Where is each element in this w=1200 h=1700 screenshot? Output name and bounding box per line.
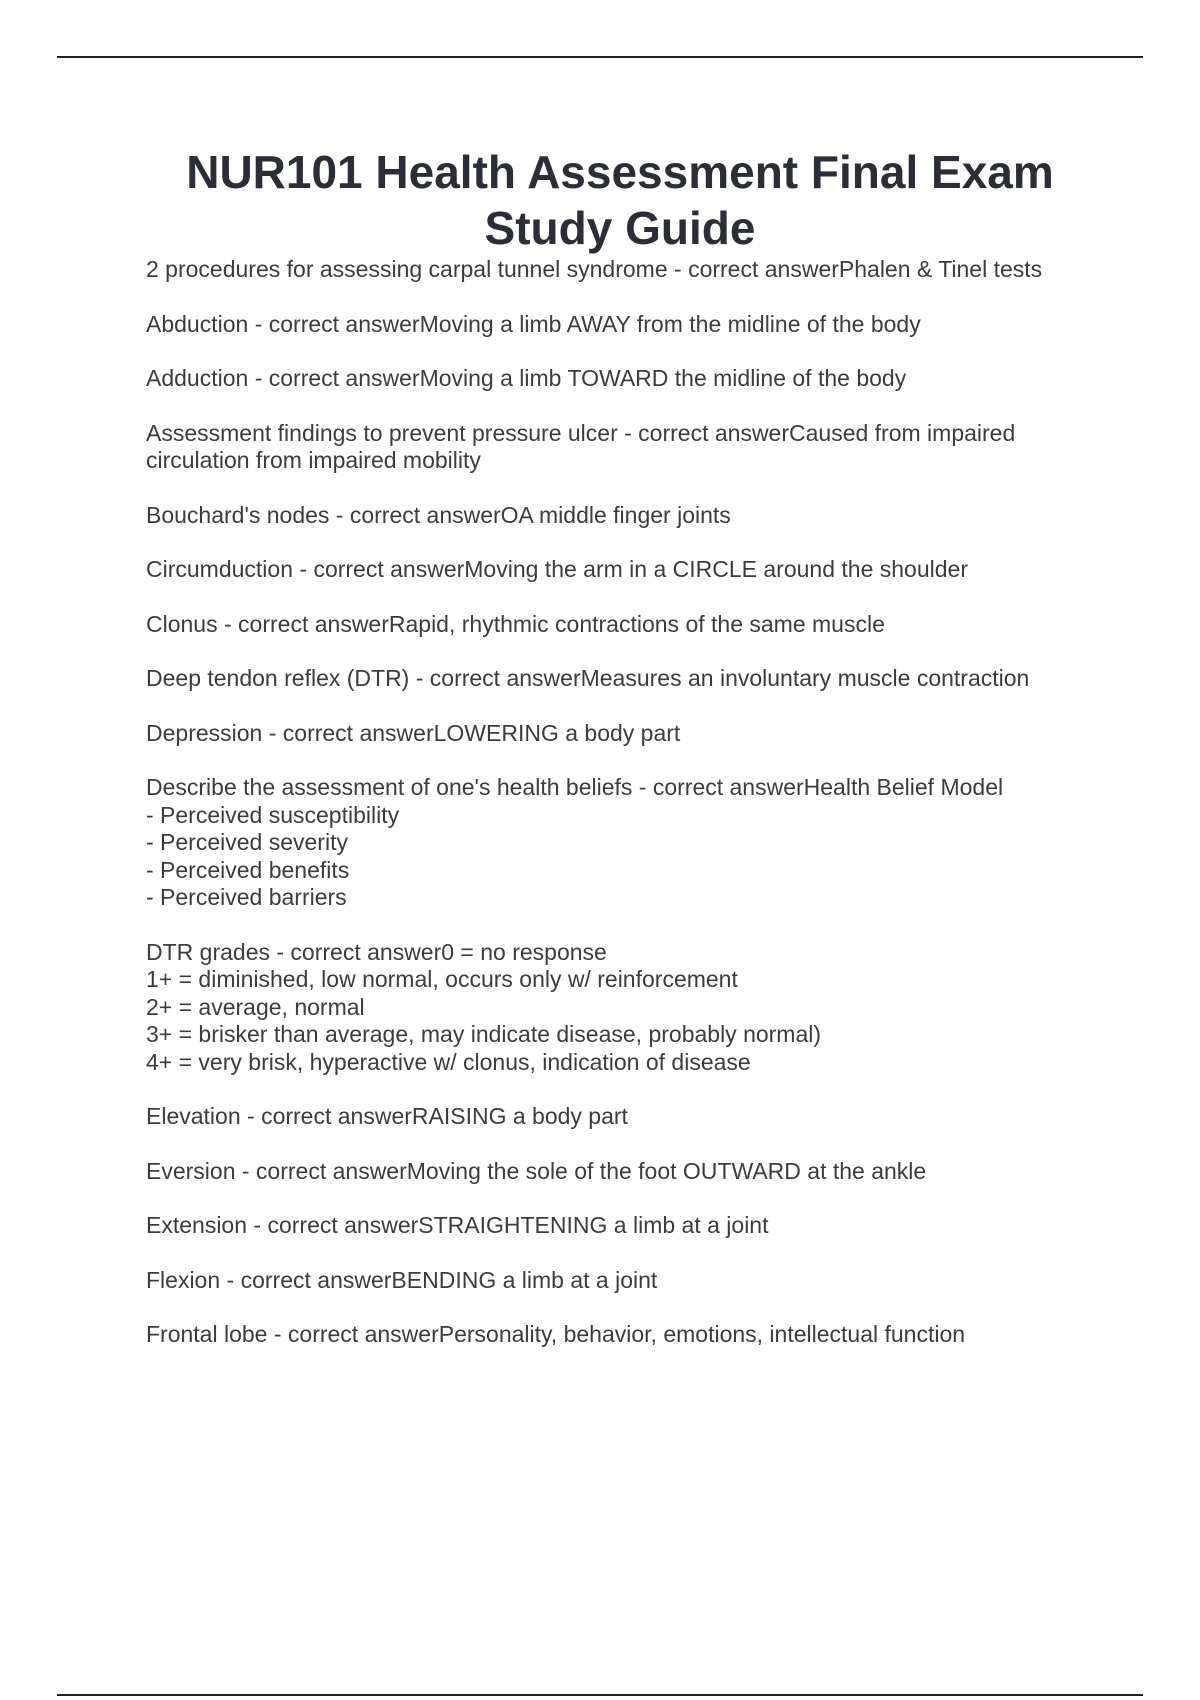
entry-separator: - correct answer [267,1321,439,1347]
entry-first-line [146,939,1091,967]
entry-first-line [146,1103,1091,1131]
entry-term: Describe the assessment of one's health beliefs [146,774,633,800]
study-entry [146,1267,1091,1295]
entry-term: Clonus [146,610,218,637]
entry-separator: - correct answer [667,256,839,282]
entry-first-line [146,256,1091,284]
entry-separator: - correct answer [617,419,789,446]
study-entry [146,720,1091,748]
entry-term: Frontal lobe [146,1321,268,1347]
entry-answer: Moving the sole of the foot OUTWARD at the ankle [406,1157,927,1184]
entry-term: DTR grades [146,938,270,965]
study-entry [146,611,1091,639]
entry-answer: LOWERING a body part [433,719,681,746]
entry-term: Bouchard's nodes [146,501,330,528]
entry-first-line [146,1267,1091,1295]
study-entry [146,1212,1091,1240]
entry-first-line [146,665,1091,693]
study-entry [146,774,1091,912]
entry-term: Depression [146,719,263,746]
study-entry [146,420,1091,475]
entry-answer: Measures an involuntary muscle contraction [580,665,1030,691]
entry-extra-line: - Perceived benefits [146,856,350,883]
entry-term: Assessment findings to prevent pressure ulcer [146,419,618,446]
entry-term: 2 procedures for assessing carpal tunnel syndrome [146,256,668,282]
study-entry [146,939,1091,1077]
entry-separator: - correct answer [247,1212,419,1238]
study-entry [146,665,1091,693]
entry-answer: Personality, behavior, emotions, intellectual function [438,1321,966,1347]
entry-answer: Caused from impaired circulation from impaired mobility [146,419,1022,473]
entry-term: Abduction [146,310,249,337]
entry-separator: - correct answer [220,1266,392,1293]
entry-answer: RAISING a body part [411,1103,628,1129]
entry-answer: Moving the arm in a CIRCLE around the shoulder [464,556,968,582]
entry-extra-line: 3+ = brisker than average, may indicate disease, probably normal) [146,1021,822,1047]
entry-separator: - correct answer [632,774,804,800]
entry-term: Extension [146,1212,248,1238]
entry-term: Elevation [146,1103,241,1129]
entry-extra-line: 4+ = very brisk, hyperactive w/ clonus, indication of disease [146,1048,751,1075]
entry-answer: BENDING a limb at a joint [391,1266,658,1293]
entry-term: Circumduction [146,556,293,582]
entry-first-line [146,774,1091,802]
entry-answer: Health Belief Model [803,774,1004,800]
entry-first-line [146,1158,1091,1186]
entry-first-line [146,1212,1091,1240]
entry-separator: - correct answer [240,1103,412,1129]
entry-term: Eversion [146,1157,236,1184]
entry-answer: Rapid, rhythmic contractions of the same muscle [388,610,885,637]
entry-separator: - correct answer [269,938,442,965]
entry-separator: - correct answer [217,610,389,637]
entry-extra-line: - Perceived barriers [146,884,347,910]
study-entry [146,502,1091,530]
entry-extra-line: 1+ = diminished, low normal, occurs only w/ reinforcement [146,966,738,992]
entry-term: Adduction [146,365,249,391]
entry-first-line [146,311,1091,339]
study-entry [146,256,1091,284]
entry-answer: OA middle finger joints [500,501,731,528]
entry-separator: - correct answer [248,365,420,391]
entry-separator: - correct answer [329,501,501,528]
top-rule [57,56,1143,58]
entry-separator: - correct answer [293,556,465,582]
entry-answer: STRAIGHTENING a limb at a joint [418,1212,769,1238]
entry-term: Deep tendon reflex (DTR) [146,665,410,691]
entry-first-line [146,611,1091,639]
entry-first-line [146,556,1091,584]
entry-separator: - correct answer [235,1157,407,1184]
entry-first-line [146,365,1091,393]
study-entry [146,1321,1091,1349]
study-entry [146,1158,1091,1186]
study-entry [146,365,1091,393]
study-entry [146,1103,1091,1131]
entry-first-line [146,1321,1091,1349]
entry-extra-line: 2+ = average, normal [146,993,365,1020]
entry-answer: 0 = no response [441,938,607,965]
entry-first-line [146,420,1091,475]
page-title: NUR101 Health Assessment Final Exam Study Guide [186,146,1054,254]
study-entry [146,556,1091,584]
entry-separator: - correct answer [262,719,434,746]
bottom-rule [57,1694,1143,1696]
entry-extra-line: - Perceived severity [146,829,348,855]
entry-answer: Moving a limb TOWARD the midline of the body [419,365,907,391]
entry-first-line [146,502,1091,530]
entry-first-line [146,720,1091,748]
entry-term: Flexion [146,1266,221,1293]
entry-list [146,256,1091,1376]
entry-answer: Moving a limb AWAY from the midline of the body [419,310,921,337]
entry-extra-line: - Perceived susceptibility [146,801,400,828]
entry-separator: - correct answer [248,310,420,337]
study-entry [146,311,1091,339]
entry-answer: Phalen & Tinel tests [838,256,1043,282]
entry-separator: - correct answer [409,665,581,691]
